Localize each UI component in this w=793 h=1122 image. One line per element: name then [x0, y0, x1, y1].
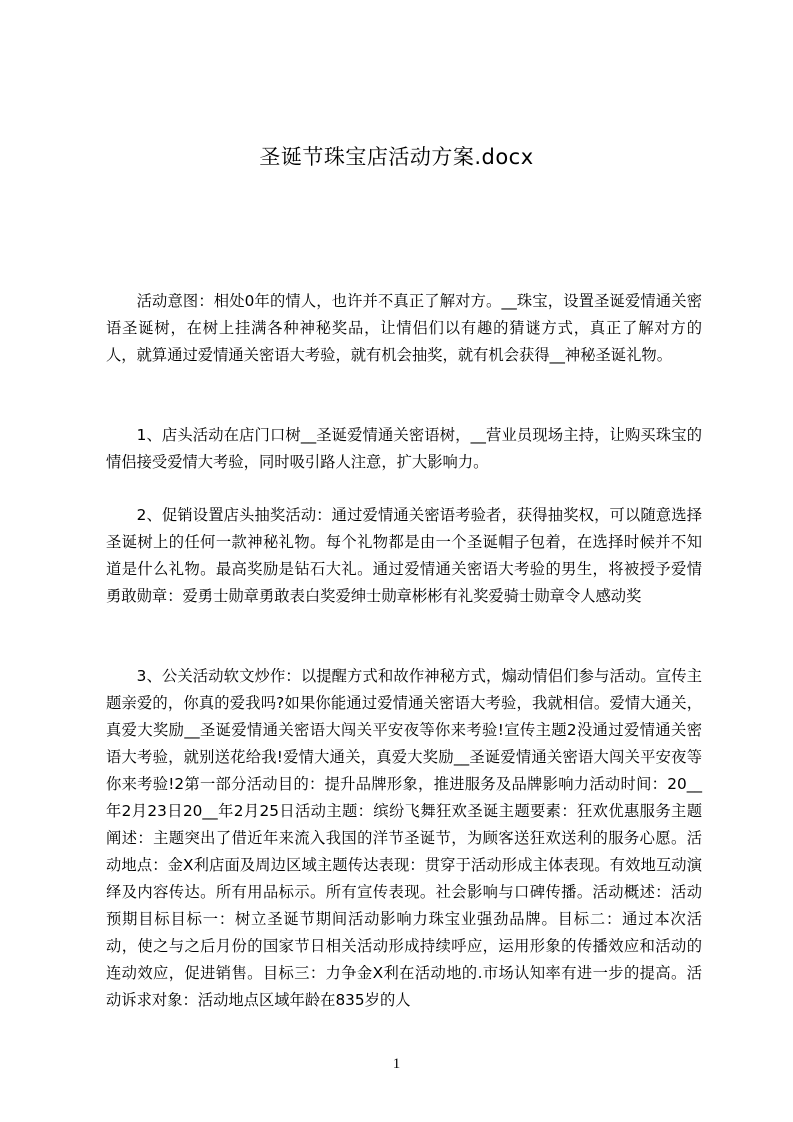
paragraph-intent — [106, 288, 702, 369]
paragraph-public-relations-text: 3、公关活动软文炒作：以提醒方式和故作神秘方式，煽动情侣们参与活动。宣传主题亲爱的，你真的爱我吗?如果你能通过爱情通关密语大考验，我就相信。爱情大通关，真爱大奖励__圣诞爱情通关密语大闯关平安夜等你来考验!宣传主题2没通过爱情通关密语大考验，就别送花给我!爱情大通关，真爱大奖励__圣诞爱情通关密语大闯关平安夜等你来考验!2第一部分活动目的：提升品牌形象，推进服务及品牌影响力活动时间：20__年2月23日20__年2月25日活动主题：缤纷飞舞狂欢圣诞主题要素：狂欢优惠服务主题阐述：主题突出了借近年来流入我国的洋节圣诞节，为顾客送狂欢送利的服务心愿。活动地点：金X利店面及周边区域主题传达表现：贯穿于活动形成主体表现。有效地互动演绎及内容传达。所有用品标示。所有宣传表现。社会影响与口碑传播。活动概述：活动预期目标目标一：树立圣诞节期间活动影响力珠宝业强劲品牌。目标二：通过本次活动，使之与之后月份的国家节日相关活动形成持续呼应，运用形象的传播效应和活动的连动效应，促进销售。目标三：力争金X利在活动地的.市场认知率有进一步的提高。活动诉求对象：活动地点区域年龄在835岁的人 — [106, 667, 702, 1009]
paragraph-storefront — [106, 422, 702, 476]
page-number: 1 — [392, 1056, 401, 1072]
paragraph-promotion — [106, 502, 702, 610]
paragraph-public-relations — [106, 663, 702, 1014]
paragraph-storefront-text: 1、店头活动在店门口树__圣诞爱情通关密语树，__营业员现场主持，让购买珠宝的情侣接受爱情大考验，同时吸引路人注意，扩大影响力。 — [106, 426, 702, 471]
paragraph-intent-text: 活动意图：相处0年的情人，也许并不真正了解对方。__珠宝，设置圣诞爱情通关密语圣诞树，在树上挂满各种神秘奖品，让情侣们以有趣的猜谜方式，真正了解对方的人，就算通过爱情通关密语大考验，就有机会抽奖，就有机会获得__神秘圣诞礼物。 — [106, 292, 702, 364]
paragraph-promotion-text: 2、促销设置店头抽奖活动：通过爱情通关密语考验者，获得抽奖权，可以随意选择圣诞树上的任何一款神秘礼物。每个礼物都是由一个圣诞帽子包着，在选择时候并不知道是什么礼物。最高奖励是钻石大礼。通过爱情通关密语大考验的男生，将被授予爱情勇敢勋章：爱勇士勋章勇敢表白奖爱绅士勋章彬彬有礼奖爱骑士勋章令人感动奖 — [106, 506, 702, 605]
document-title: 圣诞节珠宝店活动方案.docx — [259, 145, 534, 169]
